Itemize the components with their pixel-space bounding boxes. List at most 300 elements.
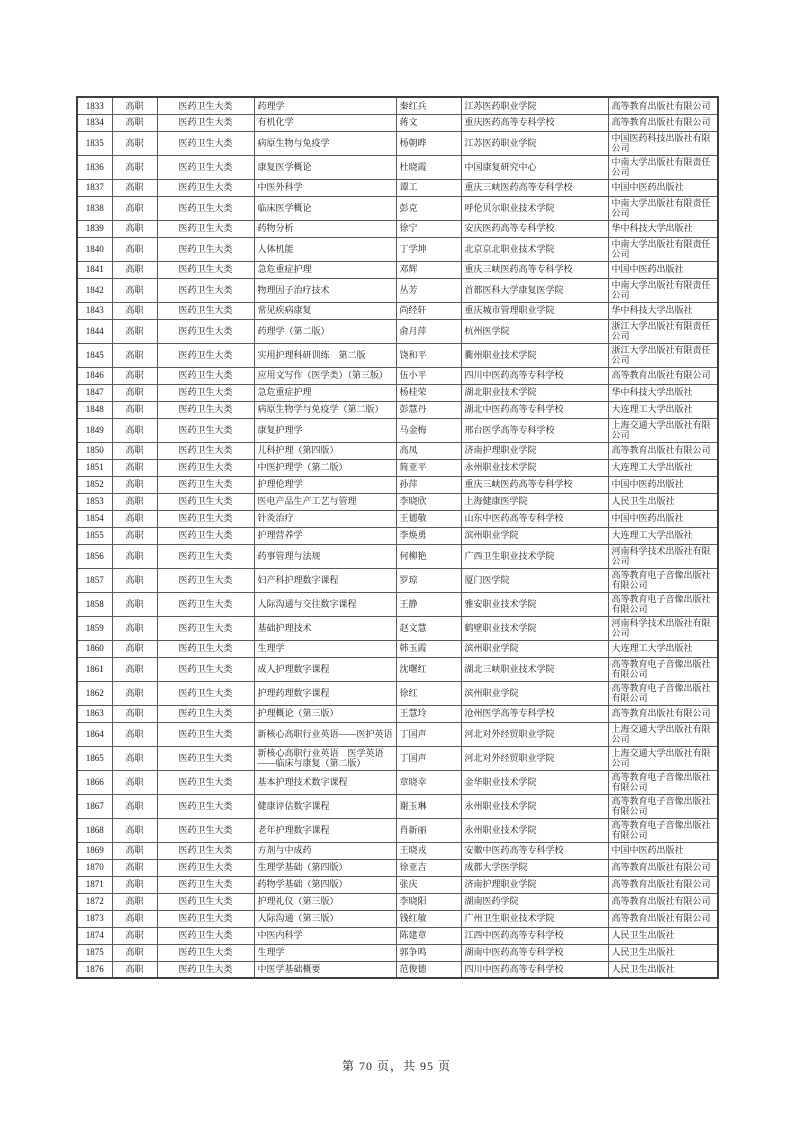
cell-publisher: 华中科技大学出版社 bbox=[608, 220, 718, 237]
cell-chief-editor: 杨朝晔 bbox=[396, 131, 461, 155]
cell-serial-number: 1862 bbox=[77, 681, 112, 705]
cell-publisher: 人民卫生出版社 bbox=[608, 493, 718, 510]
cell-chief-editor: 杜晓霞 bbox=[396, 155, 461, 179]
cell-publisher: 高等教育电子音像出版社有限公司 bbox=[608, 770, 718, 794]
cell-education-level: 高职 bbox=[112, 657, 157, 681]
cell-education-level: 高职 bbox=[112, 927, 157, 944]
cell-serial-number: 1844 bbox=[77, 319, 112, 343]
cell-textbook-title: 护理药理数字课程 bbox=[254, 681, 396, 705]
cell-education-level: 高职 bbox=[112, 131, 157, 155]
table-row bbox=[77, 705, 718, 722]
cell-textbook-title: 儿科护理（第四版） bbox=[254, 442, 396, 459]
textbook-list-table bbox=[76, 96, 719, 979]
cell-editor-institution: 江苏医药职业学院 bbox=[461, 97, 608, 114]
cell-textbook-title: 基础护理技术 bbox=[254, 616, 396, 640]
cell-education-level: 高职 bbox=[112, 568, 157, 592]
cell-chief-editor: 马金梅 bbox=[396, 418, 461, 442]
cell-serial-number: 1870 bbox=[77, 859, 112, 876]
table-row bbox=[77, 459, 718, 476]
cell-textbook-title: 中医学基础概要 bbox=[254, 961, 396, 978]
cell-subject-category: 医药卫生大类 bbox=[157, 155, 254, 179]
cell-chief-editor: 丛芳 bbox=[396, 278, 461, 302]
table-row bbox=[77, 681, 718, 705]
table-row bbox=[77, 493, 718, 510]
cell-publisher: 中国中医药出版社 bbox=[608, 261, 718, 278]
cell-publisher: 大连理工大学出版社 bbox=[608, 459, 718, 476]
table-row bbox=[77, 927, 718, 944]
cell-publisher: 上海交通大学出版社有限公司 bbox=[608, 722, 718, 746]
cell-subject-category: 医药卫生大类 bbox=[157, 367, 254, 384]
cell-subject-category: 医药卫生大类 bbox=[157, 114, 254, 131]
cell-textbook-title: 人际沟通（第三版） bbox=[254, 910, 396, 927]
cell-editor-institution: 湖北职业技术学院 bbox=[461, 384, 608, 401]
cell-textbook-title: 护理礼仪（第三版） bbox=[254, 893, 396, 910]
cell-publisher: 高等教育电子音像出版社有限公司 bbox=[608, 592, 718, 616]
cell-subject-category: 医药卫生大类 bbox=[157, 681, 254, 705]
cell-publisher: 高等教育出版社有限公司 bbox=[608, 114, 718, 131]
cell-editor-institution: 河北对外经贸职业学院 bbox=[461, 746, 608, 770]
cell-education-level: 高职 bbox=[112, 592, 157, 616]
cell-education-level: 高职 bbox=[112, 442, 157, 459]
table-row bbox=[77, 179, 718, 196]
cell-subject-category: 医药卫生大类 bbox=[157, 818, 254, 842]
cell-textbook-title: 中医内科学 bbox=[254, 927, 396, 944]
cell-editor-institution: 沧州医学高等专科学校 bbox=[461, 705, 608, 722]
cell-subject-category: 医药卫生大类 bbox=[157, 794, 254, 818]
table-row bbox=[77, 876, 718, 893]
cell-education-level: 高职 bbox=[112, 910, 157, 927]
cell-education-level: 高职 bbox=[112, 961, 157, 978]
cell-subject-category: 医药卫生大类 bbox=[157, 927, 254, 944]
cell-editor-institution: 四川中医药高等专科学校 bbox=[461, 961, 608, 978]
cell-chief-editor: 韩玉霞 bbox=[396, 640, 461, 657]
cell-chief-editor: 谢玉琳 bbox=[396, 794, 461, 818]
cell-editor-institution: 永州职业技术学院 bbox=[461, 818, 608, 842]
cell-chief-editor: 杨桂荣 bbox=[396, 384, 461, 401]
cell-education-level: 高职 bbox=[112, 367, 157, 384]
cell-publisher: 中南大学出版社有限责任公司 bbox=[608, 196, 718, 220]
cell-serial-number: 1871 bbox=[77, 876, 112, 893]
cell-subject-category: 医药卫生大类 bbox=[157, 910, 254, 927]
table-row bbox=[77, 278, 718, 302]
cell-education-level: 高职 bbox=[112, 418, 157, 442]
cell-subject-category: 医药卫生大类 bbox=[157, 770, 254, 794]
cell-chief-editor: 李晓欣 bbox=[396, 493, 461, 510]
cell-subject-category: 医药卫生大类 bbox=[157, 722, 254, 746]
cell-textbook-title: 护理营养学 bbox=[254, 527, 396, 544]
cell-chief-editor: 范俊德 bbox=[396, 961, 461, 978]
cell-subject-category: 医药卫生大类 bbox=[157, 592, 254, 616]
cell-chief-editor: 丁国声 bbox=[396, 722, 461, 746]
cell-textbook-title: 应用文写作（医学类）（第三版） bbox=[254, 367, 396, 384]
cell-serial-number: 1858 bbox=[77, 592, 112, 616]
cell-publisher: 人民卫生出版社 bbox=[608, 944, 718, 961]
cell-subject-category: 医药卫生大类 bbox=[157, 616, 254, 640]
cell-chief-editor: 蒋文 bbox=[396, 114, 461, 131]
table-body bbox=[77, 97, 718, 978]
table-row bbox=[77, 155, 718, 179]
cell-textbook-title: 康复医学概论 bbox=[254, 155, 396, 179]
table-row bbox=[77, 893, 718, 910]
cell-publisher: 中南大学出版社有限责任公司 bbox=[608, 155, 718, 179]
cell-education-level: 高职 bbox=[112, 510, 157, 527]
cell-serial-number: 1846 bbox=[77, 367, 112, 384]
cell-textbook-title: 基本护理技术数字课程 bbox=[254, 770, 396, 794]
cell-serial-number: 1860 bbox=[77, 640, 112, 657]
cell-subject-category: 医药卫生大类 bbox=[157, 384, 254, 401]
cell-chief-editor: 王静 bbox=[396, 592, 461, 616]
cell-serial-number: 1838 bbox=[77, 196, 112, 220]
cell-chief-editor: 丁国声 bbox=[396, 746, 461, 770]
cell-subject-category: 医药卫生大类 bbox=[157, 493, 254, 510]
cell-subject-category: 医药卫生大类 bbox=[157, 476, 254, 493]
table-row bbox=[77, 261, 718, 278]
cell-education-level: 高职 bbox=[112, 97, 157, 114]
cell-chief-editor: 王德敬 bbox=[396, 510, 461, 527]
cell-serial-number: 1851 bbox=[77, 459, 112, 476]
cell-chief-editor: 沈曙红 bbox=[396, 657, 461, 681]
cell-subject-category: 医药卫生大类 bbox=[157, 401, 254, 418]
cell-textbook-title: 生理学 bbox=[254, 944, 396, 961]
cell-subject-category: 医药卫生大类 bbox=[157, 196, 254, 220]
cell-serial-number: 1856 bbox=[77, 544, 112, 568]
cell-serial-number: 1866 bbox=[77, 770, 112, 794]
cell-editor-institution: 雅安职业技术学院 bbox=[461, 592, 608, 616]
cell-textbook-title: 方剂与中成药 bbox=[254, 842, 396, 859]
cell-chief-editor: 罗琼 bbox=[396, 568, 461, 592]
cell-publisher: 中国中医药出版社 bbox=[608, 476, 718, 493]
cell-editor-institution: 首都医科大学康复医学院 bbox=[461, 278, 608, 302]
cell-serial-number: 1869 bbox=[77, 842, 112, 859]
table-row bbox=[77, 343, 718, 367]
cell-chief-editor: 徐红 bbox=[396, 681, 461, 705]
cell-publisher: 华中科技大学出版社 bbox=[608, 302, 718, 319]
cell-serial-number: 1840 bbox=[77, 237, 112, 261]
table-row bbox=[77, 616, 718, 640]
cell-editor-institution: 鹤壁职业技术学院 bbox=[461, 616, 608, 640]
cell-chief-editor: 秦红兵 bbox=[396, 97, 461, 114]
cell-subject-category: 医药卫生大类 bbox=[157, 859, 254, 876]
cell-chief-editor: 陈建章 bbox=[396, 927, 461, 944]
cell-publisher: 浙江大学出版社有限责任公司 bbox=[608, 343, 718, 367]
cell-education-level: 高职 bbox=[112, 114, 157, 131]
cell-textbook-title: 中医外科学 bbox=[254, 179, 396, 196]
cell-publisher: 中南大学出版社有限责任公司 bbox=[608, 237, 718, 261]
cell-publisher: 高等教育电子音像出版社有限公司 bbox=[608, 681, 718, 705]
cell-serial-number: 1872 bbox=[77, 893, 112, 910]
table-row bbox=[77, 568, 718, 592]
cell-chief-editor: 王慧玲 bbox=[396, 705, 461, 722]
cell-education-level: 高职 bbox=[112, 278, 157, 302]
cell-serial-number: 1833 bbox=[77, 97, 112, 114]
cell-editor-institution: 厦门医学院 bbox=[461, 568, 608, 592]
table-row bbox=[77, 746, 718, 770]
cell-serial-number: 1834 bbox=[77, 114, 112, 131]
cell-serial-number: 1843 bbox=[77, 302, 112, 319]
table-row bbox=[77, 114, 718, 131]
cell-serial-number: 1835 bbox=[77, 131, 112, 155]
cell-publisher: 浙江大学出版社有限责任公司 bbox=[608, 319, 718, 343]
table-row bbox=[77, 640, 718, 657]
cell-serial-number: 1861 bbox=[77, 657, 112, 681]
table-row bbox=[77, 592, 718, 616]
cell-education-level: 高职 bbox=[112, 155, 157, 179]
cell-publisher: 高等教育出版社有限公司 bbox=[608, 859, 718, 876]
cell-textbook-title: 药理学（第二版） bbox=[254, 319, 396, 343]
cell-subject-category: 医药卫生大类 bbox=[157, 459, 254, 476]
cell-textbook-title: 药事管理与法规 bbox=[254, 544, 396, 568]
cell-serial-number: 1876 bbox=[77, 961, 112, 978]
cell-textbook-title: 新核心高职行业英语 医学英语——临床与康复（第二版） bbox=[254, 746, 396, 770]
cell-chief-editor: 赵文慧 bbox=[396, 616, 461, 640]
cell-textbook-title: 常见疾病康复 bbox=[254, 302, 396, 319]
cell-publisher: 上海交通大学出版社有限公司 bbox=[608, 418, 718, 442]
cell-serial-number: 1848 bbox=[77, 401, 112, 418]
cell-subject-category: 医药卫生大类 bbox=[157, 944, 254, 961]
cell-subject-category: 医药卫生大类 bbox=[157, 640, 254, 657]
cell-chief-editor: 章晓幸 bbox=[396, 770, 461, 794]
cell-subject-category: 医药卫生大类 bbox=[157, 893, 254, 910]
cell-subject-category: 医药卫生大类 bbox=[157, 220, 254, 237]
cell-chief-editor: 简亚平 bbox=[396, 459, 461, 476]
cell-chief-editor: 邓辉 bbox=[396, 261, 461, 278]
cell-serial-number: 1850 bbox=[77, 442, 112, 459]
cell-publisher: 人民卫生出版社 bbox=[608, 927, 718, 944]
cell-serial-number: 1865 bbox=[77, 746, 112, 770]
cell-textbook-title: 健康评估数字课程 bbox=[254, 794, 396, 818]
cell-education-level: 高职 bbox=[112, 681, 157, 705]
table-row bbox=[77, 818, 718, 842]
cell-serial-number: 1868 bbox=[77, 818, 112, 842]
cell-editor-institution: 湖北中医药高等专科学校 bbox=[461, 401, 608, 418]
cell-serial-number: 1859 bbox=[77, 616, 112, 640]
cell-textbook-title: 成人护理数字课程 bbox=[254, 657, 396, 681]
cell-education-level: 高职 bbox=[112, 302, 157, 319]
cell-textbook-title: 护理概论（第三版） bbox=[254, 705, 396, 722]
cell-education-level: 高职 bbox=[112, 527, 157, 544]
cell-subject-category: 医药卫生大类 bbox=[157, 131, 254, 155]
page-number-footer: 第 70 页，共 95 页 bbox=[341, 1059, 451, 1073]
cell-subject-category: 医药卫生大类 bbox=[157, 319, 254, 343]
cell-serial-number: 1855 bbox=[77, 527, 112, 544]
cell-textbook-title: 医电产品生产工艺与管理 bbox=[254, 493, 396, 510]
cell-textbook-title: 护理伦理学 bbox=[254, 476, 396, 493]
cell-editor-institution: 江苏医药职业学院 bbox=[461, 131, 608, 155]
cell-subject-category: 医药卫生大类 bbox=[157, 343, 254, 367]
cell-publisher: 河南科学技术出版社有限公司 bbox=[608, 544, 718, 568]
cell-editor-institution: 滨州职业学院 bbox=[461, 527, 608, 544]
table-row bbox=[77, 722, 718, 746]
cell-editor-institution: 呼伦贝尔职业技术学院 bbox=[461, 196, 608, 220]
cell-publisher: 中国中医药出版社 bbox=[608, 842, 718, 859]
table-row bbox=[77, 418, 718, 442]
cell-chief-editor: 徐亚吉 bbox=[396, 859, 461, 876]
cell-editor-institution: 广西卫生职业技术学院 bbox=[461, 544, 608, 568]
cell-editor-institution: 成都大学医学院 bbox=[461, 859, 608, 876]
cell-textbook-title: 临床医学概论 bbox=[254, 196, 396, 220]
cell-textbook-title: 急危重症护理 bbox=[254, 261, 396, 278]
table-row bbox=[77, 794, 718, 818]
cell-chief-editor: 张庆 bbox=[396, 876, 461, 893]
cell-editor-institution: 湖北三峡职业技术学院 bbox=[461, 657, 608, 681]
cell-serial-number: 1874 bbox=[77, 927, 112, 944]
cell-serial-number: 1837 bbox=[77, 179, 112, 196]
cell-education-level: 高职 bbox=[112, 319, 157, 343]
cell-serial-number: 1836 bbox=[77, 155, 112, 179]
table-row bbox=[77, 657, 718, 681]
cell-subject-category: 医药卫生大类 bbox=[157, 876, 254, 893]
cell-publisher: 大连理工大学出版社 bbox=[608, 527, 718, 544]
table-row bbox=[77, 961, 718, 978]
cell-subject-category: 医药卫生大类 bbox=[157, 442, 254, 459]
cell-publisher: 上海交通大学出版社有限公司 bbox=[608, 746, 718, 770]
cell-education-level: 高职 bbox=[112, 544, 157, 568]
cell-publisher: 高等教育出版社有限公司 bbox=[608, 97, 718, 114]
cell-chief-editor: 何柳艳 bbox=[396, 544, 461, 568]
cell-serial-number: 1839 bbox=[77, 220, 112, 237]
table-row bbox=[77, 944, 718, 961]
cell-serial-number: 1847 bbox=[77, 384, 112, 401]
table-row bbox=[77, 510, 718, 527]
cell-subject-category: 医药卫生大类 bbox=[157, 261, 254, 278]
cell-serial-number: 1875 bbox=[77, 944, 112, 961]
cell-education-level: 高职 bbox=[112, 640, 157, 657]
cell-editor-institution: 湖南医药学院 bbox=[461, 893, 608, 910]
cell-textbook-title: 妇产科护理数字课程 bbox=[254, 568, 396, 592]
cell-publisher: 中国医药科技出版社有限公司 bbox=[608, 131, 718, 155]
cell-editor-institution: 杭州医学院 bbox=[461, 319, 608, 343]
table-row bbox=[77, 220, 718, 237]
cell-serial-number: 1852 bbox=[77, 476, 112, 493]
cell-editor-institution: 重庆医药高等专科学校 bbox=[461, 114, 608, 131]
cell-publisher: 高等教育电子音像出版社有限公司 bbox=[608, 657, 718, 681]
cell-subject-category: 医药卫生大类 bbox=[157, 510, 254, 527]
cell-editor-institution: 永州职业技术学院 bbox=[461, 459, 608, 476]
cell-subject-category: 医药卫生大类 bbox=[157, 568, 254, 592]
cell-chief-editor: 尚经轩 bbox=[396, 302, 461, 319]
cell-chief-editor: 钱红敏 bbox=[396, 910, 461, 927]
cell-education-level: 高职 bbox=[112, 476, 157, 493]
cell-editor-institution: 中国康复研究中心 bbox=[461, 155, 608, 179]
cell-chief-editor: 肖新丽 bbox=[396, 818, 461, 842]
cell-education-level: 高职 bbox=[112, 859, 157, 876]
cell-serial-number: 1849 bbox=[77, 418, 112, 442]
cell-chief-editor: 俞月萍 bbox=[396, 319, 461, 343]
cell-publisher: 高等教育电子音像出版社有限公司 bbox=[608, 568, 718, 592]
cell-textbook-title: 生理学基础（第四版） bbox=[254, 859, 396, 876]
cell-editor-institution: 济南护理职业学院 bbox=[461, 442, 608, 459]
cell-publisher: 大连理工大学出版社 bbox=[608, 640, 718, 657]
cell-editor-institution: 上海健康医学院 bbox=[461, 493, 608, 510]
cell-education-level: 高职 bbox=[112, 876, 157, 893]
cell-education-level: 高职 bbox=[112, 401, 157, 418]
cell-subject-category: 医药卫生大类 bbox=[157, 842, 254, 859]
cell-education-level: 高职 bbox=[112, 770, 157, 794]
cell-subject-category: 医药卫生大类 bbox=[157, 278, 254, 302]
table-row bbox=[77, 384, 718, 401]
cell-chief-editor: 丁学坤 bbox=[396, 237, 461, 261]
cell-chief-editor: 伍小平 bbox=[396, 367, 461, 384]
cell-chief-editor: 彭克 bbox=[396, 196, 461, 220]
table-row bbox=[77, 859, 718, 876]
cell-serial-number: 1842 bbox=[77, 278, 112, 302]
cell-serial-number: 1853 bbox=[77, 493, 112, 510]
cell-chief-editor: 徐宁 bbox=[396, 220, 461, 237]
cell-chief-editor: 郭争鸣 bbox=[396, 944, 461, 961]
cell-chief-editor: 饶和平 bbox=[396, 343, 461, 367]
cell-education-level: 高职 bbox=[112, 220, 157, 237]
cell-textbook-title: 人际沟通与交往数字课程 bbox=[254, 592, 396, 616]
table-row bbox=[77, 196, 718, 220]
cell-subject-category: 医药卫生大类 bbox=[157, 961, 254, 978]
cell-textbook-title: 生理学 bbox=[254, 640, 396, 657]
table-row bbox=[77, 476, 718, 493]
cell-editor-institution: 重庆三峡医药高等专科学校 bbox=[461, 261, 608, 278]
cell-textbook-title: 人体机能 bbox=[254, 237, 396, 261]
cell-education-level: 高职 bbox=[112, 722, 157, 746]
cell-chief-editor: 王晓戎 bbox=[396, 842, 461, 859]
cell-publisher: 高等教育出版社有限公司 bbox=[608, 893, 718, 910]
cell-subject-category: 医药卫生大类 bbox=[157, 97, 254, 114]
cell-serial-number: 1873 bbox=[77, 910, 112, 927]
cell-publisher: 中国中医药出版社 bbox=[608, 510, 718, 527]
cell-editor-institution: 滨州职业学院 bbox=[461, 640, 608, 657]
cell-chief-editor: 李焕勇 bbox=[396, 527, 461, 544]
cell-textbook-title: 有机化学 bbox=[254, 114, 396, 131]
cell-education-level: 高职 bbox=[112, 196, 157, 220]
cell-textbook-title: 病原生物与免疫学 bbox=[254, 131, 396, 155]
cell-textbook-title: 针灸治疗 bbox=[254, 510, 396, 527]
table-row bbox=[77, 302, 718, 319]
cell-editor-institution: 河北对外经贸职业学院 bbox=[461, 722, 608, 746]
table-row bbox=[77, 237, 718, 261]
cell-editor-institution: 济南护理职业学院 bbox=[461, 876, 608, 893]
cell-education-level: 高职 bbox=[112, 459, 157, 476]
cell-publisher: 高等教育出版社有限公司 bbox=[608, 367, 718, 384]
cell-textbook-title: 中医护理学（第二版） bbox=[254, 459, 396, 476]
cell-subject-category: 医药卫生大类 bbox=[157, 746, 254, 770]
cell-editor-institution: 四川中医药高等专科学校 bbox=[461, 367, 608, 384]
cell-subject-category: 医药卫生大类 bbox=[157, 237, 254, 261]
cell-serial-number: 1867 bbox=[77, 794, 112, 818]
cell-serial-number: 1841 bbox=[77, 261, 112, 278]
cell-publisher: 华中科技大学出版社 bbox=[608, 384, 718, 401]
cell-chief-editor: 李晓阳 bbox=[396, 893, 461, 910]
cell-serial-number: 1845 bbox=[77, 343, 112, 367]
cell-textbook-title: 实用护理科研训练 第二版 bbox=[254, 343, 396, 367]
cell-education-level: 高职 bbox=[112, 944, 157, 961]
cell-textbook-title: 急危重症护理 bbox=[254, 384, 396, 401]
cell-publisher: 高等教育出版社有限公司 bbox=[608, 705, 718, 722]
cell-subject-category: 医药卫生大类 bbox=[157, 657, 254, 681]
table-row bbox=[77, 770, 718, 794]
cell-editor-institution: 邢台医学高等专科学校 bbox=[461, 418, 608, 442]
cell-subject-category: 医药卫生大类 bbox=[157, 179, 254, 196]
cell-education-level: 高职 bbox=[112, 893, 157, 910]
cell-editor-institution: 重庆城市管理职业学院 bbox=[461, 302, 608, 319]
cell-education-level: 高职 bbox=[112, 818, 157, 842]
cell-chief-editor: 孙萍 bbox=[396, 476, 461, 493]
cell-textbook-title: 新核心高职行业英语——医护英语 bbox=[254, 722, 396, 746]
table-row bbox=[77, 367, 718, 384]
cell-editor-institution: 重庆三峡医药高等专科学校 bbox=[461, 476, 608, 493]
cell-editor-institution: 重庆三峡医药高等专科学校 bbox=[461, 179, 608, 196]
table-row bbox=[77, 527, 718, 544]
cell-editor-institution: 永州职业技术学院 bbox=[461, 794, 608, 818]
cell-education-level: 高职 bbox=[112, 261, 157, 278]
cell-editor-institution: 金华职业技术学院 bbox=[461, 770, 608, 794]
cell-publisher: 中南大学出版社有限责任公司 bbox=[608, 278, 718, 302]
